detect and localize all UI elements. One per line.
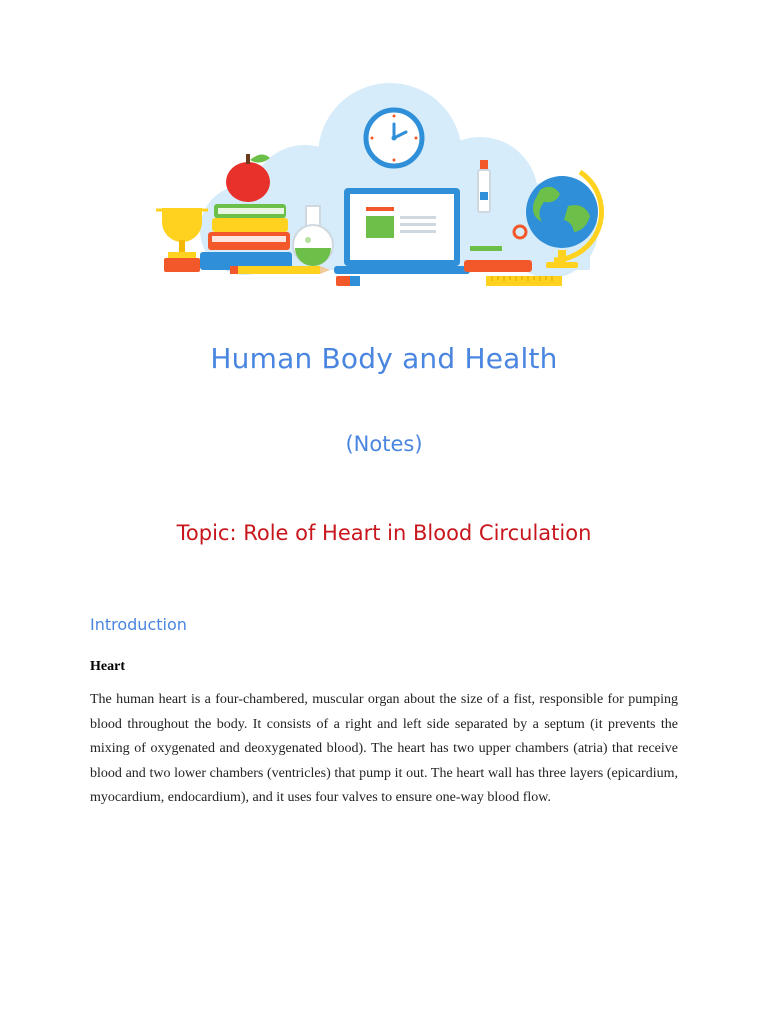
clock-icon [366, 110, 422, 166]
page-subtitle: (Notes) [345, 432, 423, 456]
eraser-icon [336, 276, 360, 286]
body-paragraph: The human heart is a four-chambered, muscular organ about the size of a fist, responsible for pumping blood throughout the body. It consists of a right and left side separated by a septum (it prevents the mixing of oxygenated and deoxygenated blood). The heart has two upper chambers (atria) that receive blood and two lower chambers (ventricles) that pump it out. The heart wall has three layers (epicardium, myocardium, endocardium), and it uses four valves to ensure one-way blood flow. [90, 692, 678, 805]
topic-heading: Topic: Role of Heart in Blood Circulation [176, 521, 592, 545]
page-title: Human Body and Health [210, 342, 558, 375]
section-heading-introduction: Introduction [90, 615, 187, 634]
laptop-icon [334, 188, 470, 274]
header-illustration [150, 80, 620, 295]
ruler-icon [486, 276, 562, 286]
sub-heading-heart: Heart [90, 659, 125, 674]
pencil-icon [230, 266, 330, 274]
apple-icon [226, 154, 270, 202]
